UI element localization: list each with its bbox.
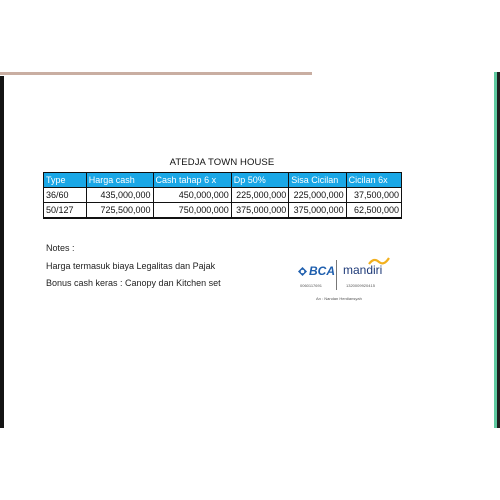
col-header-type: Type (44, 173, 87, 188)
bca-name: BCA (309, 264, 335, 278)
col-header-sisa-cicilan: Sisa Cicilan (289, 173, 346, 188)
bca-account-number: 0060117691 (300, 283, 322, 288)
document-title: ATEDJA TOWN HOUSE (169, 157, 275, 168)
table-row (44, 203, 402, 219)
cell-cicilan: 37,500,000 (346, 188, 401, 203)
bank-info (294, 256, 404, 316)
account-holder: An : Nandan Herdiansyah (316, 296, 362, 301)
cell-harga-cash: 725,500,000 (86, 203, 153, 219)
cell-type: 50/127 (44, 203, 87, 219)
mandiri-wave-icon (368, 256, 390, 266)
cell-cash-tahap: 750,000,000 (153, 203, 231, 219)
bank-divider (336, 260, 337, 290)
cell-dp: 375,000,000 (231, 203, 288, 219)
notes-heading: Notes : (46, 243, 75, 253)
mandiri-account-number: 1320009920415 (346, 283, 375, 288)
cell-dp: 225,000,000 (231, 188, 288, 203)
cell-sisa-cicilan: 225,000,000 (289, 188, 346, 203)
cell-cicilan: 62,500,000 (346, 203, 401, 219)
cell-type: 36/60 (44, 188, 87, 203)
notes-line-bonus: Bonus cash keras : Canopy dan Kitchen set (46, 278, 221, 288)
left-edge-bar (0, 76, 4, 428)
price-table (43, 172, 402, 219)
top-rule (0, 72, 312, 75)
notes-block (46, 240, 221, 293)
col-header-dp: Dp 50% (231, 173, 288, 188)
table-row (44, 188, 402, 203)
table-header-row (44, 173, 402, 188)
notes-line-legal: Harga termasuk biaya Legalitas dan Pajak (46, 260, 216, 271)
bca-logo (298, 264, 335, 278)
col-header-harga-cash: Harga cash (86, 173, 153, 188)
cell-cash-tahap: 450,000,000 (153, 188, 231, 203)
cell-harga-cash: 435,000,000 (86, 188, 153, 203)
mandiri-logo: mandiri (343, 263, 383, 277)
col-header-cash-tahap: Cash tahap 6 x (153, 173, 231, 188)
col-header-cicilan: Cicilan 6x (346, 173, 401, 188)
bca-emblem-icon (298, 267, 307, 276)
cell-sisa-cicilan: 375,000,000 (289, 203, 346, 219)
